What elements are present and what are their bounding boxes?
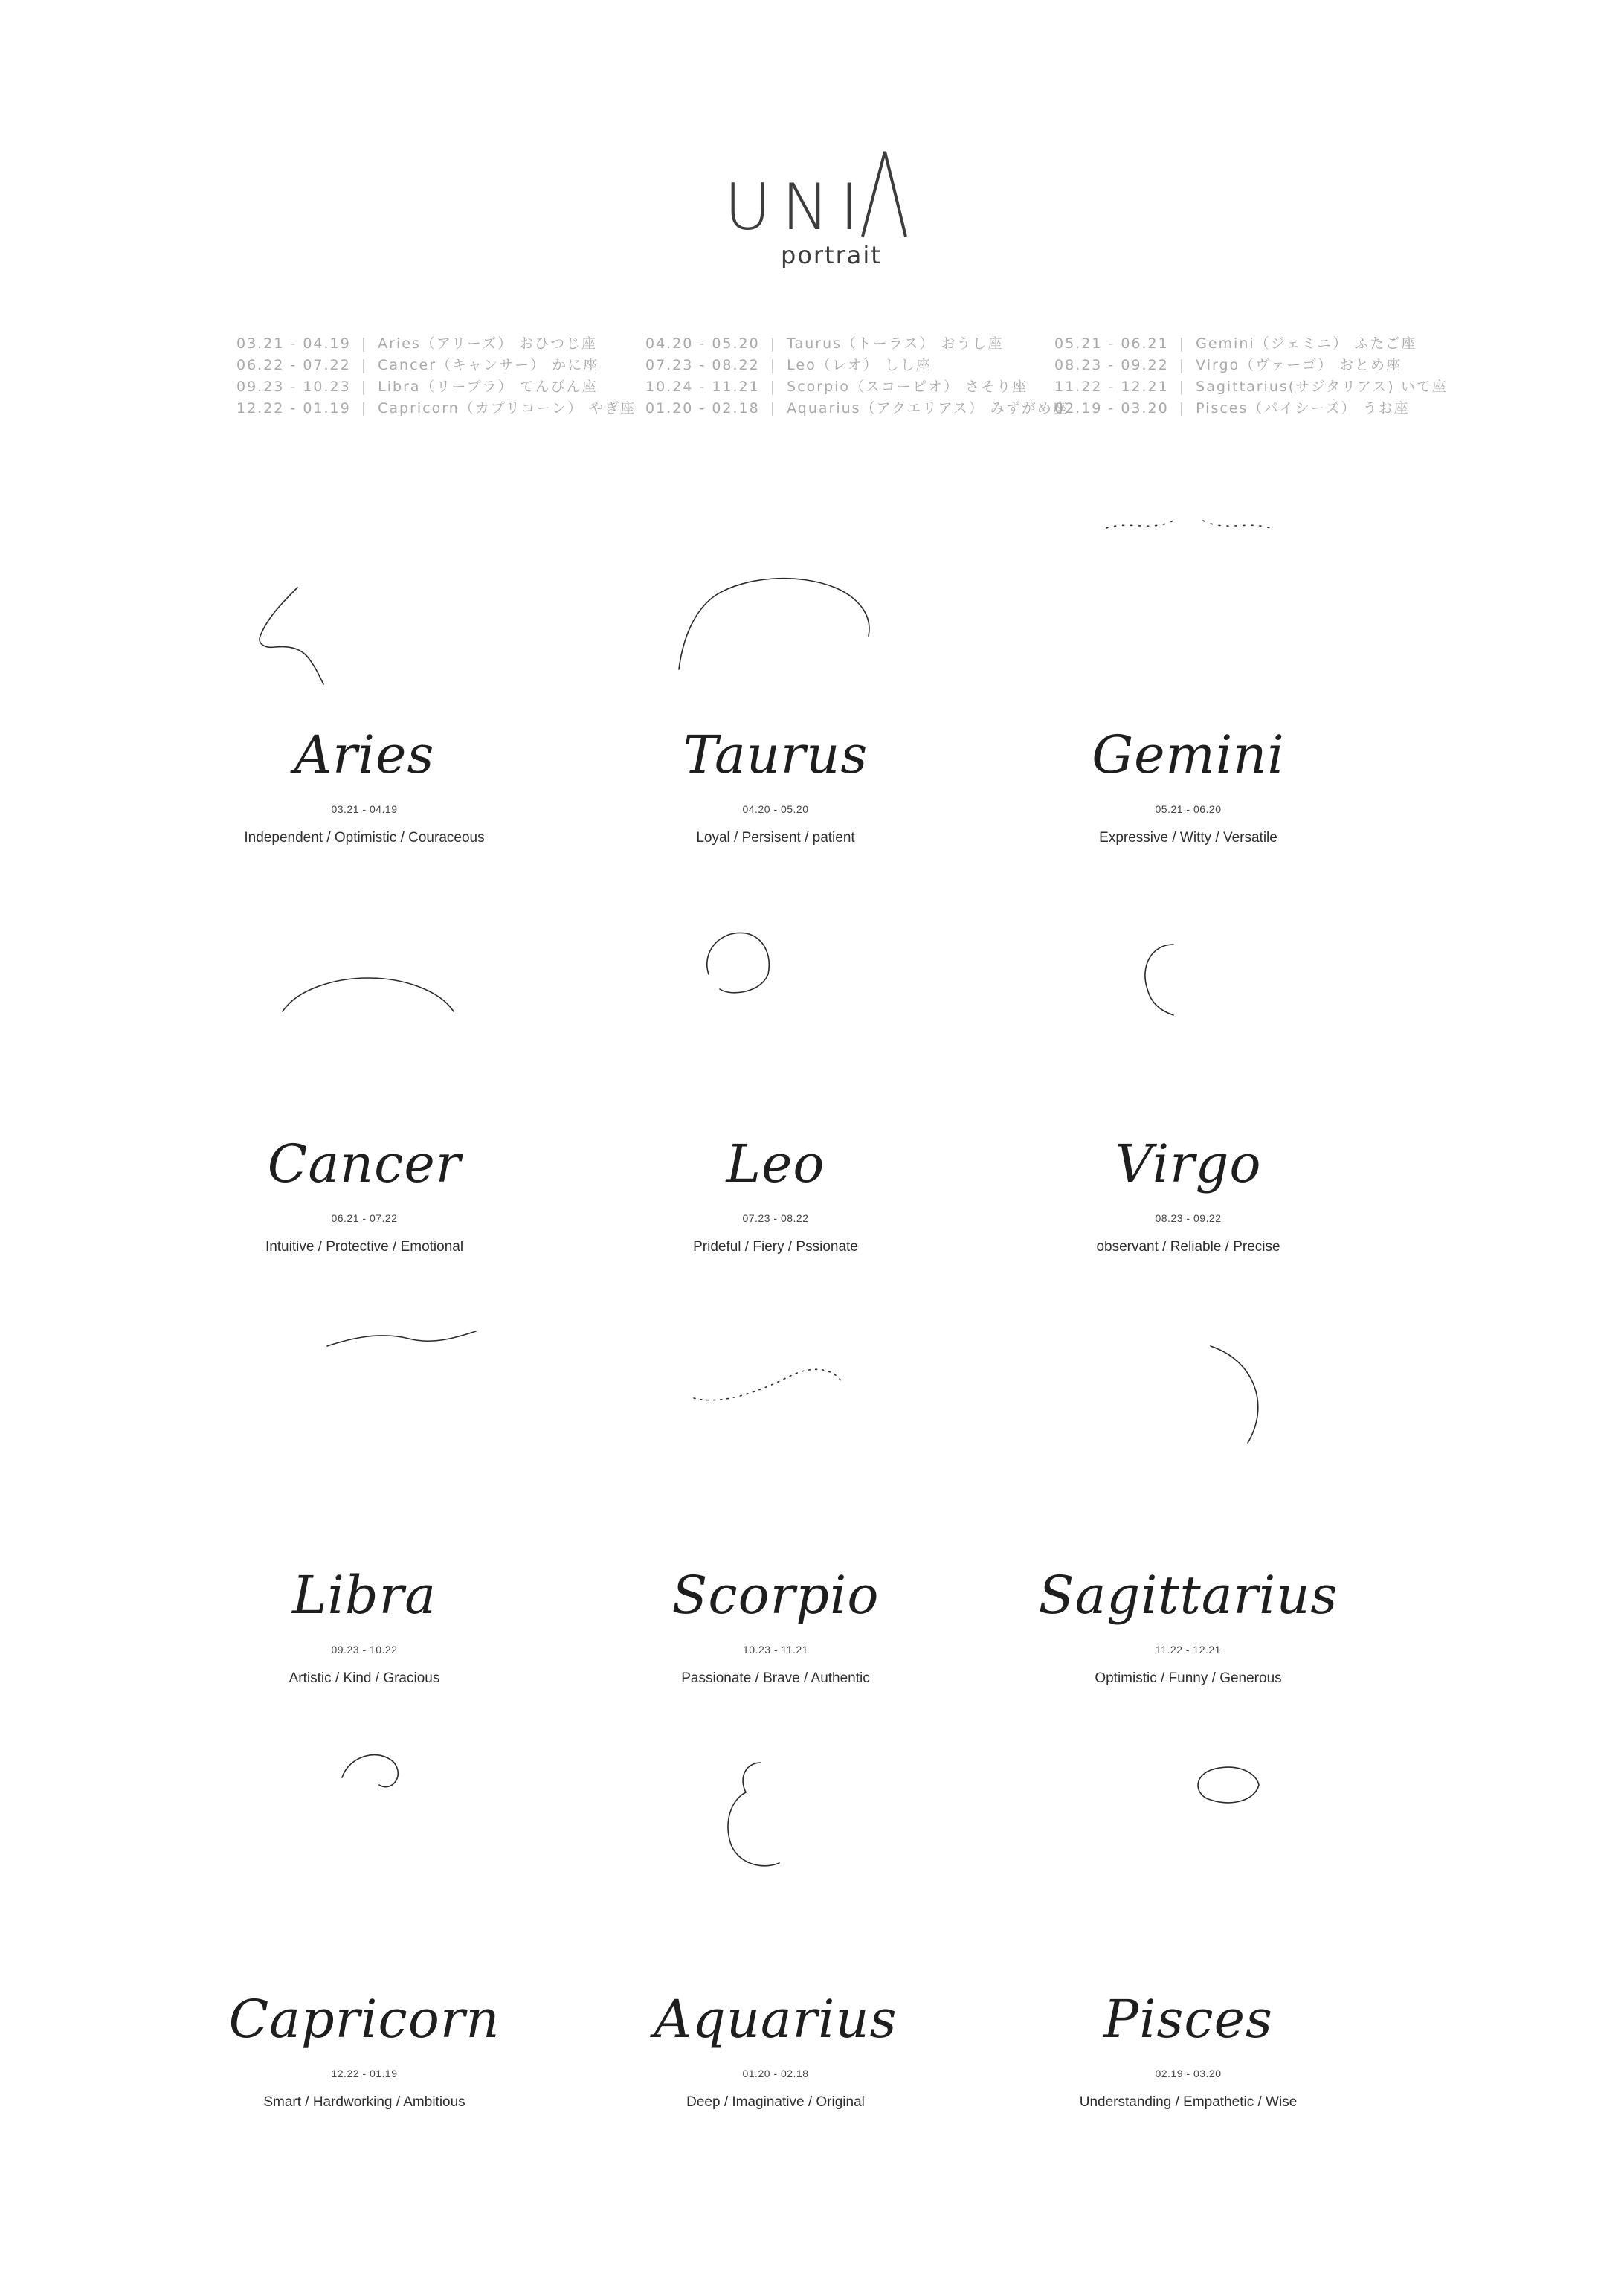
date-table-column-3 [1054,333,1448,419]
sign-traits: Independent / Optimistic / Couraceous [244,830,485,846]
separator: | [1179,379,1186,395]
sign-title: Taurus [683,724,869,785]
lion-illustration-icon [649,885,902,1138]
separator: | [770,379,777,395]
date-table-row [1054,333,1448,355]
separator: | [770,400,777,416]
twins-illustration-icon [1062,476,1315,729]
sign-name-jp: Aquarius（アクエリアス） みずがめ座 [787,400,1069,416]
sign-name-jp: Libra（リーブラ） てんびん座 [378,379,598,395]
date-range: 09.23 - 10.23 [236,379,351,395]
sign-dates: 07.23 - 08.22 [742,1212,809,1224]
sign-title: Libra [292,1565,436,1626]
sign-title: Sagittarius [1038,1565,1338,1626]
sign-name-jp: Gemini（ジェミニ） ふたご座 [1196,335,1417,352]
zodiac-card-cancer [156,885,573,1287]
sign-dates: 03.21 - 04.19 [331,803,398,815]
separator: | [361,400,368,416]
zodiac-card-aries [156,476,573,878]
separator: | [770,357,777,373]
zodiac-card-capricorn [156,1740,573,2142]
date-table-row [645,333,1069,355]
zodiac-card-leo [567,885,984,1287]
separator: | [1179,335,1186,352]
logo-wordmark: UNI [724,170,869,245]
separator: | [361,379,368,395]
sign-traits: Prideful / Fiery / Pssionate [693,1239,858,1255]
sign-title: Aries [294,724,435,785]
sign-title: Capricorn [228,1989,500,2050]
date-table-row [236,355,636,376]
zodiac-card-virgo [980,885,1396,1287]
sign-traits: Smart / Hardworking / Ambitious [263,2094,465,2110]
sign-dates: 06.21 - 07.22 [331,1212,398,1224]
bull-illustration-icon [649,476,902,729]
ram-illustration-icon [238,476,491,729]
sign-title: Pisces [1103,1989,1273,2050]
date-table-column-1 [236,333,636,419]
sign-title: Virgo [1115,1133,1262,1194]
logo-lambda-mark [857,149,909,238]
sign-dates: 01.20 - 02.18 [742,2068,809,2079]
scales-illustration-icon [238,1316,491,1569]
date-table-column-2 [645,333,1069,419]
date-range: 02.19 - 03.20 [1054,400,1169,416]
sign-dates: 08.23 - 09.22 [1155,1212,1222,1224]
sign-dates: 10.23 - 11.21 [743,1644,808,1656]
date-table-row [1054,355,1448,376]
fish-illustration-icon [1062,1740,1315,1993]
sign-traits: Artistic / Kind / Gracious [289,1670,440,1686]
date-table-row [1054,398,1448,419]
sign-name-jp: Leo（レオ） しし座 [787,357,932,373]
sign-title: Leo [726,1133,825,1194]
date-table-row [1054,376,1448,398]
date-table-row [645,376,1069,398]
sign-traits: Optimistic / Funny / Generous [1095,1670,1282,1686]
sign-dates: 09.23 - 10.22 [331,1644,398,1656]
scorpion-illustration-icon [649,1316,902,1569]
separator: | [361,357,368,373]
sign-title: Cancer [267,1133,462,1194]
sign-traits: Passionate / Brave / Authentic [681,1670,870,1686]
sign-traits: Deep / Imaginative / Original [686,2094,865,2110]
date-table-row [645,398,1069,419]
brand-logo [715,149,924,275]
sign-name-jp: Capricorn（カプリコーン） やぎ座 [378,400,637,416]
sign-name-jp: Taurus（トーラス） おうし座 [787,335,1004,352]
sign-dates: 12.22 - 01.19 [331,2068,398,2079]
sign-title: Aquarius [654,1989,898,2050]
sign-name-jp: Scorpio（スコーピオ） さそり座 [787,379,1028,395]
date-range: 05.21 - 06.21 [1054,335,1169,352]
sign-traits: Understanding / Empathetic / Wise [1079,2094,1298,2110]
sign-name-jp: Virgo（ヴァーゴ） おとめ座 [1196,357,1402,373]
date-table-row [645,355,1069,376]
sign-name-jp: Cancer（キャンサー） かに座 [378,357,599,373]
date-range: 08.23 - 09.22 [1054,357,1169,373]
sign-title: Scorpio [671,1565,880,1626]
archer-illustration-icon [1062,1316,1315,1569]
date-table-row [236,376,636,398]
sign-traits: Loyal / Persisent / patient [696,830,855,846]
sign-dates: 11.22 - 12.21 [1156,1644,1221,1656]
date-range: 11.22 - 12.21 [1054,379,1169,395]
date-range: 03.21 - 04.19 [236,335,351,352]
separator: | [1179,357,1186,373]
sign-dates: 04.20 - 05.20 [742,803,809,815]
sign-traits: Intuitive / Protective / Emotional [265,1239,464,1255]
date-table-row [236,333,636,355]
separator: | [361,335,368,352]
sign-dates: 02.19 - 03.20 [1155,2068,1222,2079]
zodiac-card-taurus [567,476,984,878]
crab-illustration-icon [238,885,491,1138]
sign-traits: observant / Reliable / Precise [1096,1239,1280,1255]
logo-subtitle: portrait [781,241,882,269]
sign-traits: Expressive / Witty / Versatile [1099,830,1277,846]
sea-goat-illustration-icon [238,1740,491,1993]
zodiac-card-gemini [980,476,1396,878]
zodiac-card-sagittarius [980,1316,1396,1718]
sign-name-jp: Sagittarius(サジタリアス) いて座 [1196,379,1448,395]
sign-name-jp: Aries（アリーズ） おひつじ座 [378,335,598,352]
date-range: 12.22 - 01.19 [236,400,351,416]
zodiac-card-aquarius [567,1740,984,2142]
date-range: 07.23 - 08.22 [645,357,760,373]
sign-dates: 05.21 - 06.20 [1155,803,1222,815]
zodiac-card-pisces [980,1740,1396,2142]
separator: | [1179,400,1186,416]
zodiac-card-scorpio [567,1316,984,1718]
maiden-illustration-icon [1062,885,1315,1138]
date-range: 01.20 - 02.18 [645,400,760,416]
date-range: 04.20 - 05.20 [645,335,760,352]
sign-name-jp: Pisces（パイシーズ） うお座 [1196,400,1410,416]
date-range: 10.24 - 11.21 [645,379,760,395]
date-table-row [236,398,636,419]
zodiac-card-libra [156,1316,573,1718]
date-range: 06.22 - 07.22 [236,357,351,373]
water-bearer-illustration-icon [649,1740,902,1993]
sign-title: Gemini [1092,724,1285,785]
separator: | [770,335,777,352]
